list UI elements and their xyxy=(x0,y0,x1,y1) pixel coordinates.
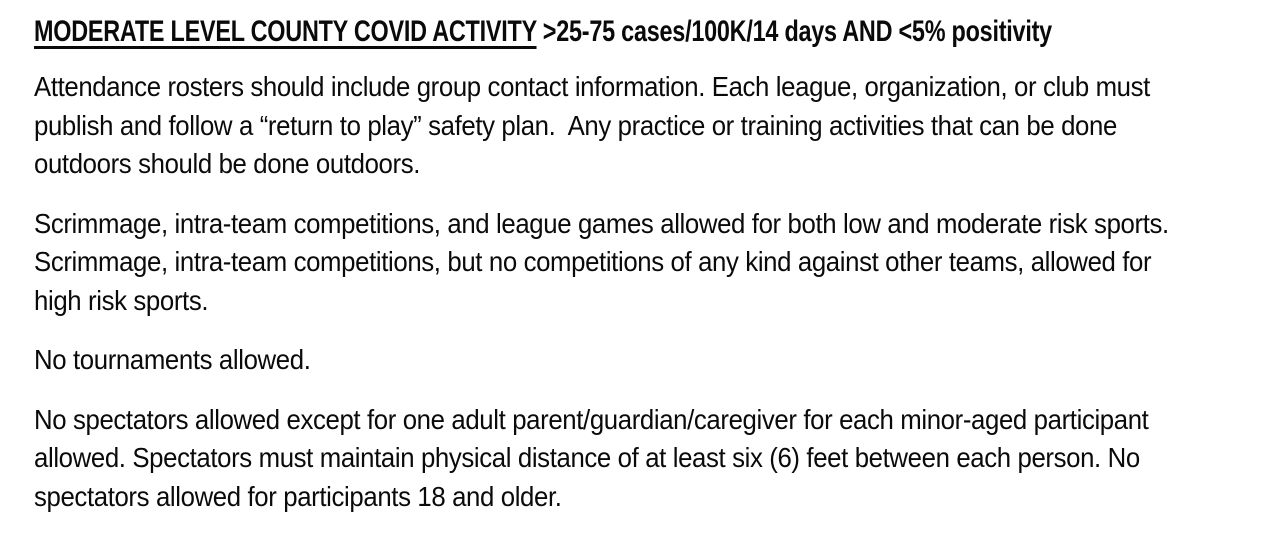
paragraph-line: outdoors should be done outdoors. xyxy=(34,148,421,179)
paragraph-line: high risk sports. xyxy=(34,284,209,316)
paragraph-tournaments xyxy=(34,341,1169,380)
paragraph-line: No tournaments allowed. xyxy=(34,344,311,375)
paragraph-line: No spectators allowed except for one adult parent/guardian/caregiver for each minor-aged participant xyxy=(34,403,1149,435)
paragraph-line: Scrimmage, intra-team competitions, but no competitions of any kind against other teams, allowed for xyxy=(34,246,1152,277)
paragraph-line: publish and follow a “return to play” safety plan. Any practice or training activities that can be done xyxy=(34,109,1117,141)
paragraph-line: allowed. Spectators must maintain physical distance of at least six (6) feet between each person. No xyxy=(34,442,1140,473)
heading-underlined-text: MODERATE LEVEL COUNTY COVID ACTIVITY xyxy=(34,15,537,48)
paragraph-scrimmage xyxy=(34,205,1169,321)
paragraph-attendance xyxy=(34,68,1169,184)
heading-rest-text: >25-75 cases/100K/14 days AND <5% positivity xyxy=(536,15,1052,48)
paragraph-line: Scrimmage, intra-team competitions, and league games allowed for both low and moderate risk sports. xyxy=(34,207,1169,239)
document-heading xyxy=(34,12,1052,52)
paragraph-spectators xyxy=(34,401,1169,517)
paragraph-line: Attendance rosters should include group contact information. Each league, organization, or club must xyxy=(34,71,1150,102)
paragraph-line: spectators allowed for participants 18 and older. xyxy=(34,480,562,512)
